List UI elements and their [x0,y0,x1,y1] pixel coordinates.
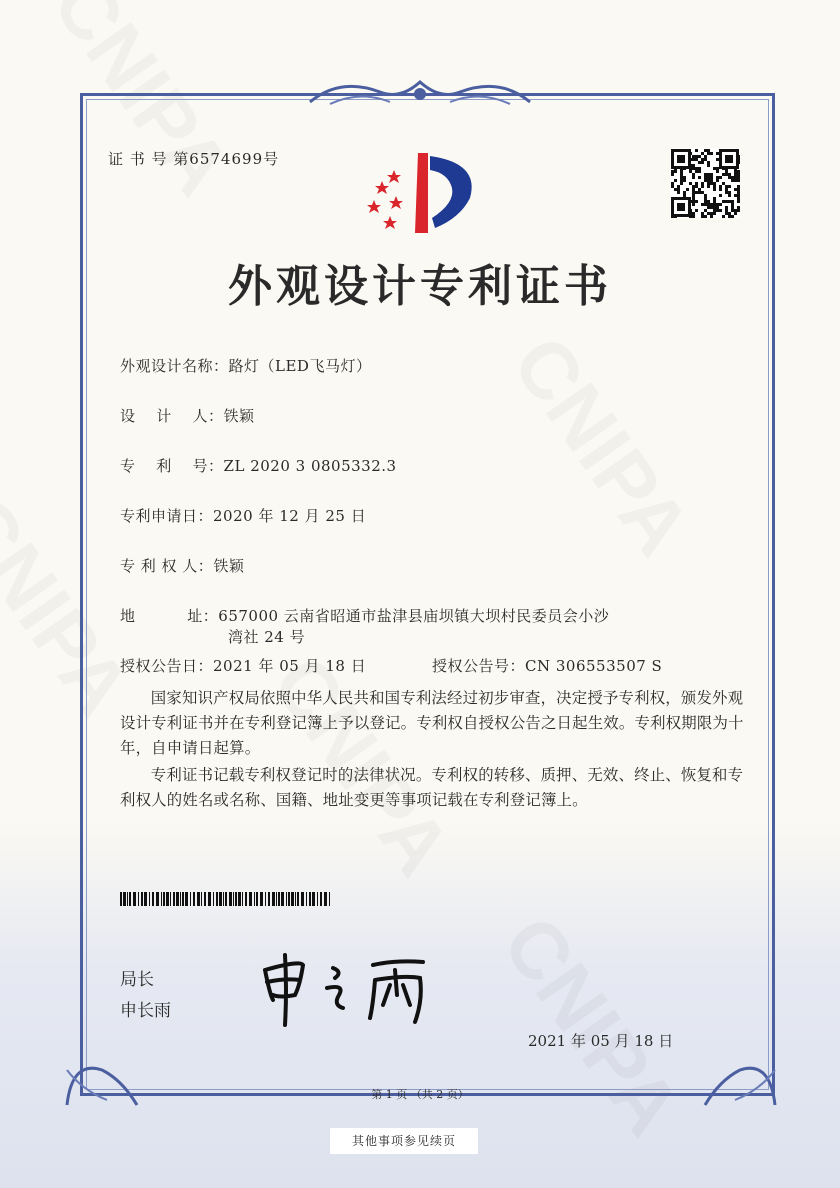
address-line2: 湾社 24 号 [228,628,306,646]
top-ornament [300,72,540,112]
designer-field: 设 计 人：铁颖 [120,407,255,425]
certificate-number: 证 书 号 第6574699号 [108,150,280,168]
signatory-name: 申长雨 [120,1001,171,1021]
signature [255,950,435,1030]
patentee-field: 专 利 权 人：铁颖 [120,557,245,575]
signatory-title: 局长 [120,970,154,990]
patent-number-field: 专 利 号：ZL 2020 3 0805332.3 [120,457,397,475]
application-date-field: 专利申请日：2020 年 12 月 25 日 [120,507,367,525]
certificate-border [80,93,775,1096]
address-field: 地 址：657000 云南省昭通市盐津县庙坝镇大坝村民委员会小沙 [120,607,610,625]
cnipa-logo [360,148,485,238]
page-info: 第 1 页 （共 2 页） [371,1088,469,1101]
design-name-field: 外观设计名称：路灯（LED飞马灯） [120,357,372,375]
issue-date: 2021 年 05 月 18 日 [528,1032,674,1050]
continued-note: 其他事项参见续页 [330,1128,478,1154]
paragraph: 国家知识产权局依照中华人民共和国专利法经过初步审查，决定授予专利权，颁发外观设计专利证书并在专利登记簿上予以登记。专利权自授权公告之日起生效。专利权期限为十年，自申请日起算。 [120,689,744,757]
paragraph: 专利证书记载专利权登记时的法律状况。专利权的转移、质押、无效、终止、恢复和专利权人的姓名或名称、国籍、地址变更等事项记载在专利登记簿上。 [120,766,744,809]
barcode [120,892,332,906]
grant-number-field: 授权公告号：CN 306553507 S [432,657,663,675]
page-title: 外观设计专利证书 [228,261,612,312]
qr-code [670,148,740,218]
grant-date-field: 授权公告日：2021 年 05 月 18 日 [120,657,367,675]
